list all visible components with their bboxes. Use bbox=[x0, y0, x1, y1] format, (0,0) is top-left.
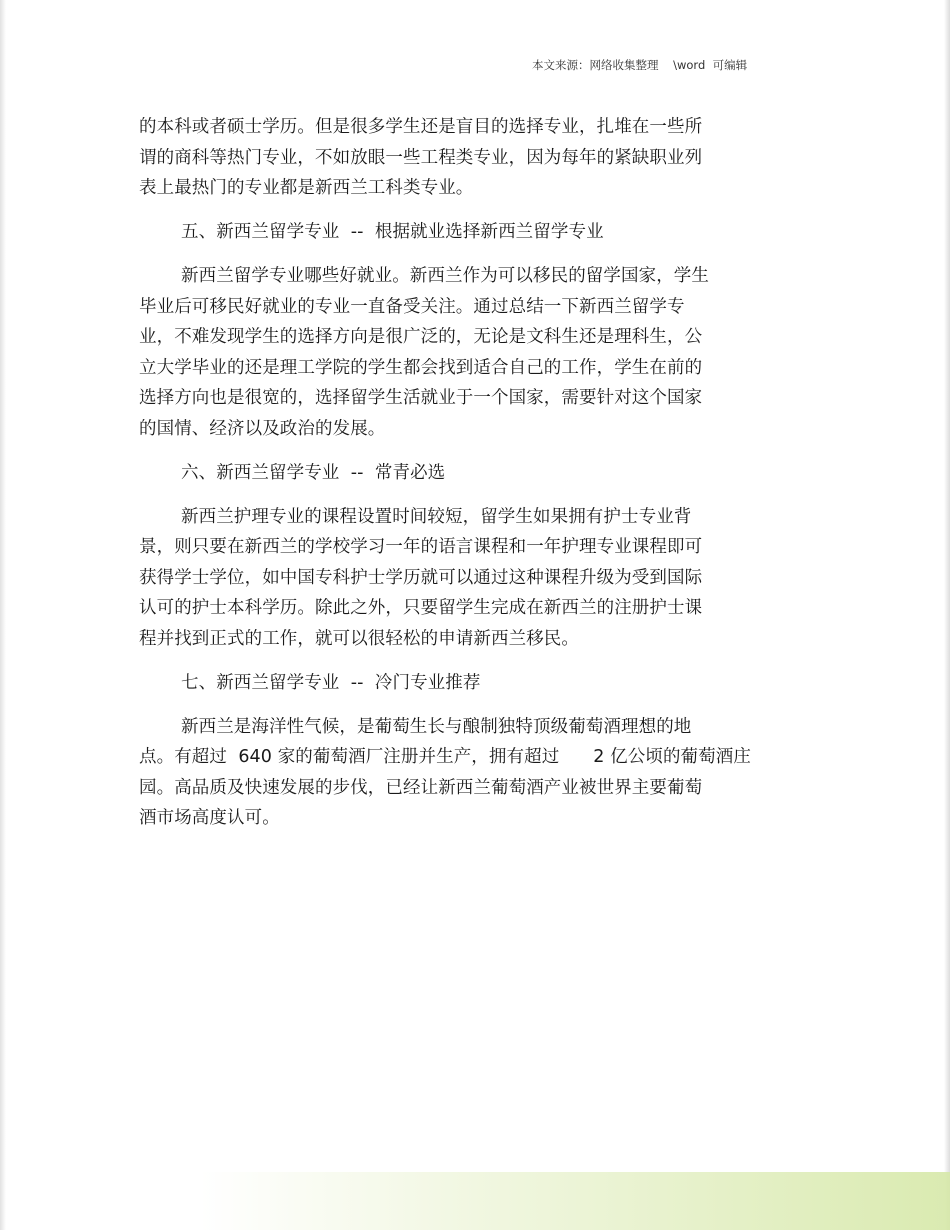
text-line: 园。高品质及快速发展的步伐，已经让新西兰葡萄酒产业被世界主要葡萄 bbox=[139, 777, 703, 798]
text-line: 认可的护士本科学历。除此之外，只要留学生完成在新西兰的注册护士课 bbox=[139, 598, 703, 618]
heading-text: 六、新西兰留学专业 -- 常青必选 bbox=[181, 462, 446, 483]
text-line: 程并找到正式的工作，就可以很轻松的申请新西兰移民。 bbox=[139, 628, 579, 649]
document-body bbox=[139, 112, 819, 834]
text-line: 的国情、经济以及政治的发展。 bbox=[139, 418, 386, 439]
heading-text: 七、新西兰留学专业 -- 冷门专业推荐 bbox=[181, 672, 481, 693]
section-heading bbox=[139, 458, 819, 489]
text-line: 业，不难发现学生的选择方向是很广泛的，无论是文科生还是理科生，公 bbox=[139, 327, 703, 347]
page-edge-right bbox=[944, 0, 950, 1230]
text-line: 谓的商科等热门专业，不如放眼一些工程类专业，因为每年的紧缺职业列 bbox=[139, 147, 703, 168]
heading-text: 五、新西兰留学专业 -- 根据就业选择新西兰留学专业 bbox=[181, 222, 604, 242]
text-line: 毕业后可移民好就业的专业一直备受关注。通过总结一下新西兰留学专 bbox=[139, 296, 685, 317]
text-line: 的本科或者硕士学历。但是很多学生还是盲目的选择专业，扎堆在一些所 bbox=[139, 117, 703, 137]
text-line: 酒市场高度认可。 bbox=[139, 808, 280, 828]
footer-gradient-band bbox=[200, 1172, 950, 1230]
page-edge-left bbox=[0, 0, 6, 1230]
paragraph bbox=[139, 502, 819, 655]
text-line: 选择方向也是很宽的，选择留学生活就业于一个国家，需要针对这个国家 bbox=[139, 388, 703, 408]
text-line: 表上最热门的专业都是新西兰工科类专业。 bbox=[139, 178, 474, 198]
text-line: 新西兰留学专业哪些好就业。新西兰作为可以移民的留学国家，学生 bbox=[181, 266, 709, 286]
paragraph bbox=[139, 712, 819, 834]
paragraph bbox=[139, 261, 819, 444]
text-line: 新西兰是海洋性气候，是葡萄生长与酿制独特顶级葡萄酒理想的地 bbox=[181, 716, 692, 737]
text-line: 获得学士学位，如中国专科护士学历就可以通过这种课程升级为受到国际 bbox=[139, 567, 703, 588]
header-source-note: 本文来源：网络收集整理 \word 可编辑 bbox=[532, 58, 748, 72]
section-heading bbox=[139, 668, 819, 699]
text-line: 景，则只要在新西兰的学校学习一年的语言课程和一年护理专业课程即可 bbox=[139, 537, 703, 557]
section-heading bbox=[139, 217, 819, 248]
text-line: 点。有超过 640 家的葡萄酒厂注册并生产，拥有超过 2 亿公顷的葡萄酒庄 bbox=[139, 747, 751, 767]
text-line: 新西兰护理专业的课程设置时间较短，留学生如果拥有护士专业背 bbox=[181, 506, 692, 527]
text-line: 立大学毕业的还是理工学院的学生都会找到适合自己的工作，学生在前的 bbox=[139, 357, 703, 378]
paragraph bbox=[139, 112, 819, 204]
